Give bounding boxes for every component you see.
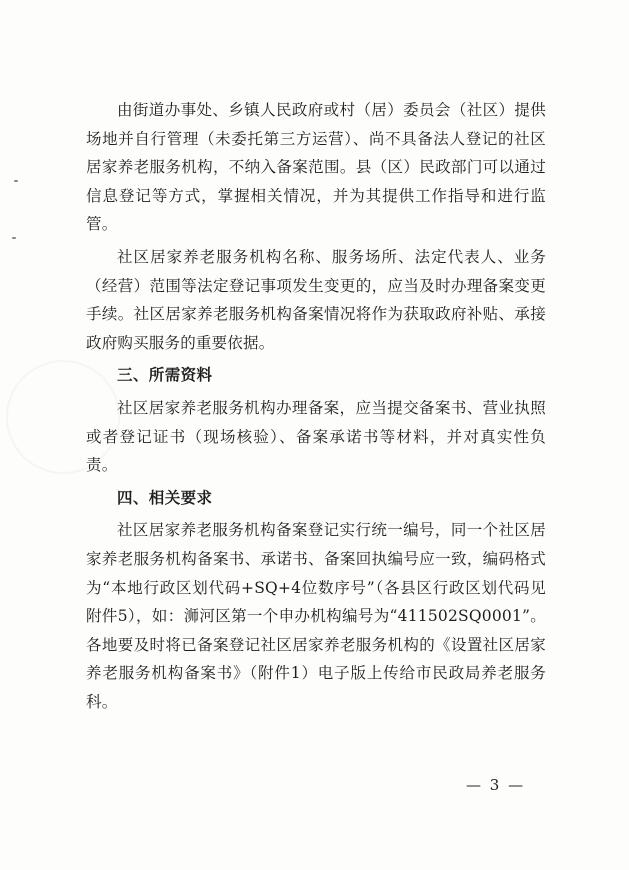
scan-speck <box>14 180 18 182</box>
page-number: — 3 — <box>466 776 526 794</box>
section-heading-required-materials: 三、所需资料 <box>117 366 213 385</box>
paragraph-change-filing: 社区居家养老服务机构名称、服务场所、法定代表人、业务（经营）范围等法定登记事项发生变更的，应当及时办理备案变更手续。社区居家养老服务机构备案情况将作为获取政府补贴、承接政府购买服务的重要依据。 <box>86 247 546 352</box>
paragraph-required-materials: 社区居家养老服务机构办理备案，应当提交备案书、营业执照或者登记证书（现场核验）、备案承诺书等材料，并对真实性负责。 <box>86 398 546 475</box>
paragraph-scope-exclusion: 由街道办事处、乡镇人民政府或村（居）委员会（社区）提供场地并自行管理（未委托第三方运营）、尚不具备法人登记的社区居家养老服务机构，不纳入备案范围。县（区）民政部门可以通过信息登记等方式，掌握相关情况，并为其提供工作指导和进行监管。 <box>86 101 546 234</box>
body-text <box>86 96 546 720</box>
section-heading-requirements: 四、相关要求 <box>117 488 213 507</box>
paragraph-requirements: 社区居家养老服务机构备案登记实行统一编号，同一个社区居家养老服务机构备案书、承诺书、备案回执编号应一致，编码格式为“本地行政区划代码+SQ+4位数序号”（各县区行政区划代码见附件5），如：浉河区第一个申办机构编号为“411502SQ0001”。各地要及时将已备案登记社区居家养老服务机构的《设置社区居家养老服务机构备案书》（附件1）电子版上传给市民政局养老服务科。 <box>86 521 546 711</box>
scan-speck <box>12 237 16 239</box>
